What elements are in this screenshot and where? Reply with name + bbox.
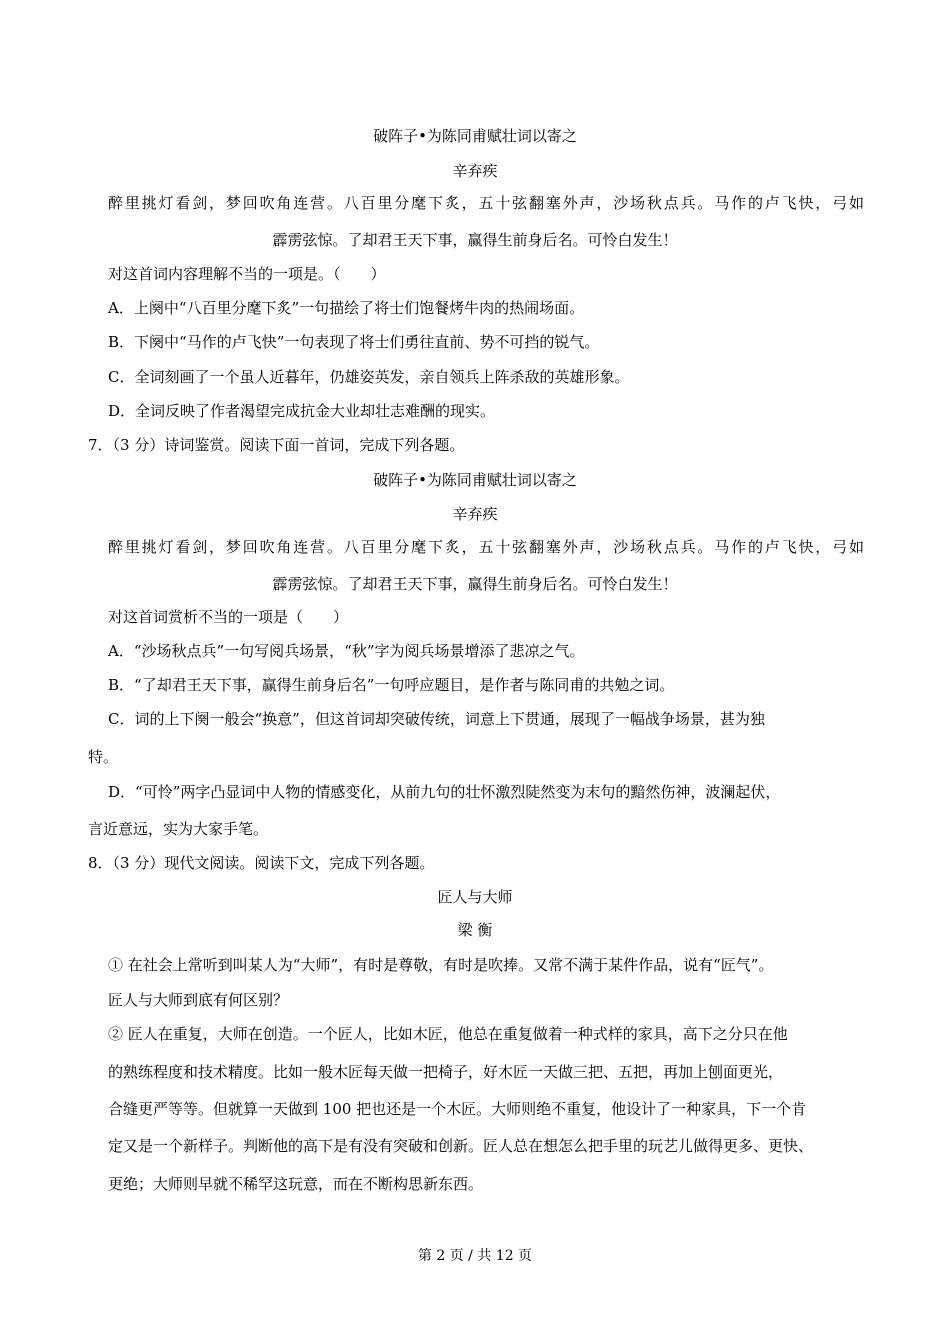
q7-poem-author: 辛弃疾 <box>452 505 498 523</box>
q7-option-d-line-1: D．“可怜”两字凸显词中人物的情感变化，从前九句的壮怀激烈陡然变为末句的黯然伤神，波澜起伏， <box>108 783 781 801</box>
q7-poem-line-1: 醉里挑灯看剑，梦回吹角连营。八百里分麾下炙，五十弦翻塞外声，沙场秋点兵。马作的卢飞快，弓如 <box>108 538 864 556</box>
q6-poem-title: 破阵子•为陈同甫赋壮词以寄之 <box>373 127 577 145</box>
page-number: 第 2 页 / 共 12 页 <box>417 1248 533 1264</box>
q6-option-c: C．全词刻画了一个虽人近暮年，仍雄姿英发，亲自领兵上阵杀敌的英雄形象。 <box>108 368 630 386</box>
q8-header: 8．（3 分）现代文阅读。阅读下文，完成下列各题。 <box>88 854 435 872</box>
q8-paragraph-2-line-1: ② 匠人在重复，大师在创造。一个匠人，比如木匠，他总在重复做着一种式样的家具，高下之分只在他 <box>108 1025 788 1043</box>
q8-paragraph-2-line-3: 合缝更严等等。但就算一天做到 100 把也还是一个木匠。大师则绝不重复，他设计了一种家具，下一个肯 <box>108 1100 807 1118</box>
q8-paragraph-1-line-1: ① 在社会上常听到叫某人为“大师”，有时是尊敬，有时是吹捧。又常不满于某件作品，说有“匠气”。 <box>108 956 774 974</box>
q7-header: 7．（3 分）诗词鉴赏。阅读下面一首词，完成下列各题。 <box>88 436 465 454</box>
q7-option-b: B．“了却君王天下事，赢得生前身后名”一句呼应题目，是作者与陈同甫的共勉之词。 <box>108 676 675 694</box>
q6-option-b: B．下阕中“马作的卢飞快”一句表现了将士们勇往直前、势不可挡的锐气。 <box>108 333 600 351</box>
q6-poem-author: 辛弃疾 <box>452 162 498 180</box>
q7-option-c-line-2: 特。 <box>88 748 119 766</box>
q6-poem-line-1: 醉里挑灯看剑，梦回吹角连营。八百里分麾下炙，五十弦翻塞外声，沙场秋点兵。马作的卢飞快，弓如 <box>108 194 864 212</box>
q7-poem-title: 破阵子•为陈同甫赋壮词以寄之 <box>373 471 577 489</box>
q8-paragraph-2-line-5: 更绝；大师则早就不稀罕这玩意，而在不断构思新东西。 <box>108 1175 484 1193</box>
q6-option-a: A．上阕中“八百里分麾下炙”一句描绘了将士们饱餐烤牛肉的热闹场面。 <box>108 299 585 317</box>
q6-poem-line-2: 霹雳弦惊。了却君王天下事，赢得生前身后名。可怜白发生！ <box>272 231 678 249</box>
q8-paragraph-2-line-4: 定又是一个新样子。判断他的高下是有没有突破和创新。匠人总在想怎么把手里的玩艺儿做得更多、更快、 <box>108 1137 814 1155</box>
q6-question: 对这首词内容理解不当的一项是。（ ） <box>108 265 386 283</box>
q7-poem-line-2: 霹雳弦惊。了却君王天下事，赢得生前身后名。可怜白发生！ <box>272 575 678 593</box>
q8-article-author: 梁 衡 <box>457 921 493 939</box>
q7-option-a: A．“沙场秋点兵”一句写阅兵场景，“秋”字为阅兵场景增添了悲凉之气。 <box>108 642 585 660</box>
q8-article-title: 匠人与大师 <box>437 888 513 906</box>
q7-option-d-line-2: 言近意远，实为大家手笔。 <box>88 820 269 838</box>
q7-option-c-line-1: C．词的上下阕一般会“换意”，但这首词却突破传统，词意上下贯通，展现了一幅战争场景，甚为独 <box>108 710 765 728</box>
q8-paragraph-2-line-2: 的熟练程度和技术精度。比如一般木匠每天做一把椅子，好木匠一天做三把、五把，再加上刨面更光， <box>108 1063 784 1081</box>
q6-option-d: D．全词反映了作者渴望完成抗金大业却壮志难酬的现实。 <box>108 402 496 420</box>
q7-question: 对这首词赏析不当的一项是（ ） <box>108 608 349 626</box>
q8-paragraph-1-line-2: 匠人与大师到底有何区别？ <box>108 991 289 1009</box>
